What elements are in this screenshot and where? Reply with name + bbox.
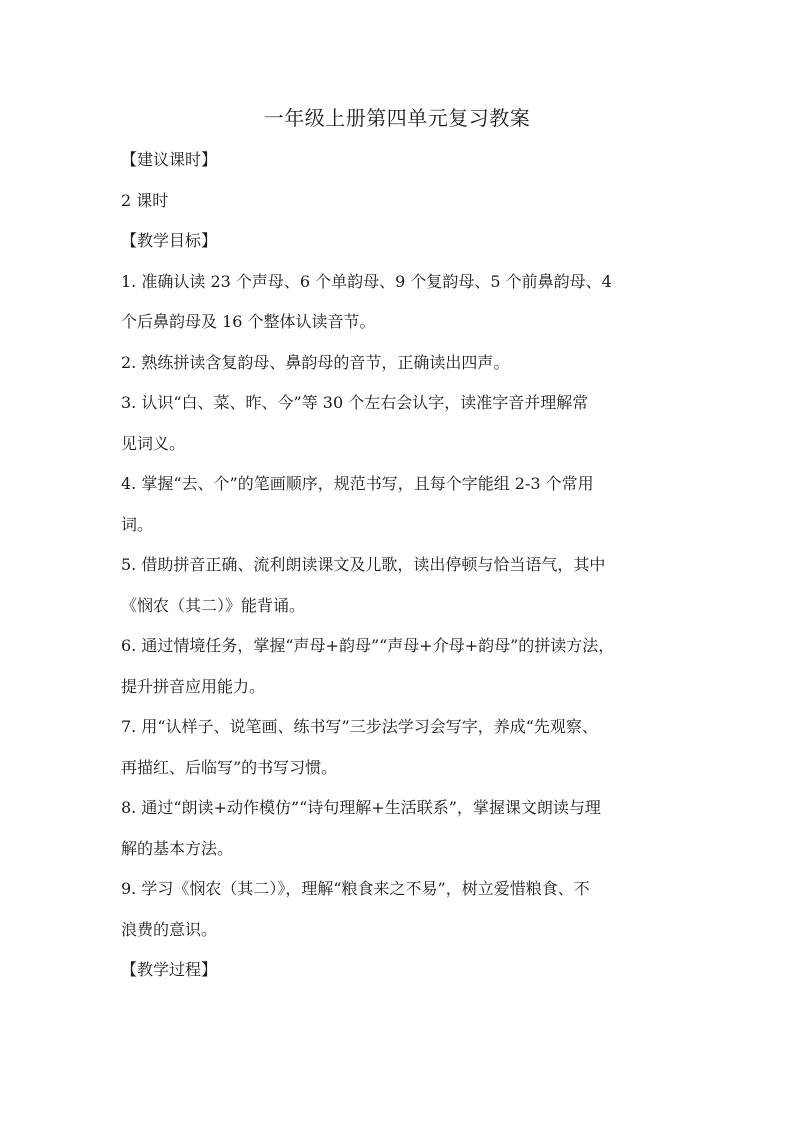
objective-line: 4. 掌握“去、个”的笔画顺序，规范书写，且每个字能组 2-3 个常用: [121, 474, 594, 493]
suggested-hours-heading: 【建议课时】: [121, 150, 218, 169]
objective-item-7: [121, 707, 677, 788]
objective-line: 《悯农（其二）》能背诵。: [121, 595, 306, 615]
objective-line: 3. 认识“白、菜、昨、今”等 30 个左右会认字，读准字音并理解常: [121, 393, 589, 412]
objective-item-2: [121, 343, 677, 384]
process-heading: 【教学过程】: [121, 960, 218, 979]
objective-item-8: [121, 788, 677, 869]
objective-item-3: [121, 383, 677, 464]
objective-line: 6. 通过情境任务，掌握“声母+韵母”“声母+介母+韵母”的拼读方法，: [121, 636, 615, 655]
objective-line: 见词义。: [121, 433, 186, 453]
objective-item-6: [121, 626, 677, 707]
objective-line: 5. 借助拼音正确、流利朗读课文及儿歌，读出停顿与恰当语气，其中: [121, 555, 606, 574]
objective-item-4: [121, 464, 677, 545]
objective-line: 再描红、后临写”的书写习惯。: [121, 757, 338, 777]
objective-line: 1. 准确认读 23 个声母、6 个单韵母、9 个复韵母、5 个前鼻韵母、4: [121, 271, 612, 291]
objective-line: 8. 通过“朗读+动作模仿”“诗句理解+生活联系”，掌握课文朗读与理: [121, 798, 601, 817]
objective-line: 9. 学习《悯农（其二）》，理解“粮食来之不易”，树立爱惜粮食、不: [121, 879, 590, 898]
objective-line: 解的基本方法。: [121, 838, 234, 858]
objective-line: 个后鼻韵母及 16 个整体认读音节。: [121, 312, 376, 331]
objective-line: 词。: [121, 514, 154, 534]
suggested-hours-value: 2 课时: [121, 190, 169, 210]
objective-line: 2. 熟练拼读含复韵母、鼻韵母的音节，正确读出四声。: [121, 352, 510, 372]
objective-item-9: [121, 869, 677, 950]
document-title: 一年级上册第四单元复习教案: [263, 106, 531, 130]
objective-item-5: [121, 545, 677, 626]
objective-line: 浪费的意识。: [121, 919, 218, 939]
objective-line: 7. 用“认样子、说笔画、练书写”三步法学习会写字，养成“先观察、: [121, 717, 598, 736]
objective-line: 提升拼音应用能力。: [121, 676, 266, 696]
objective-item-1: [121, 262, 677, 343]
objectives-heading: 【教学目标】: [121, 231, 218, 250]
document-body: [121, 140, 677, 991]
